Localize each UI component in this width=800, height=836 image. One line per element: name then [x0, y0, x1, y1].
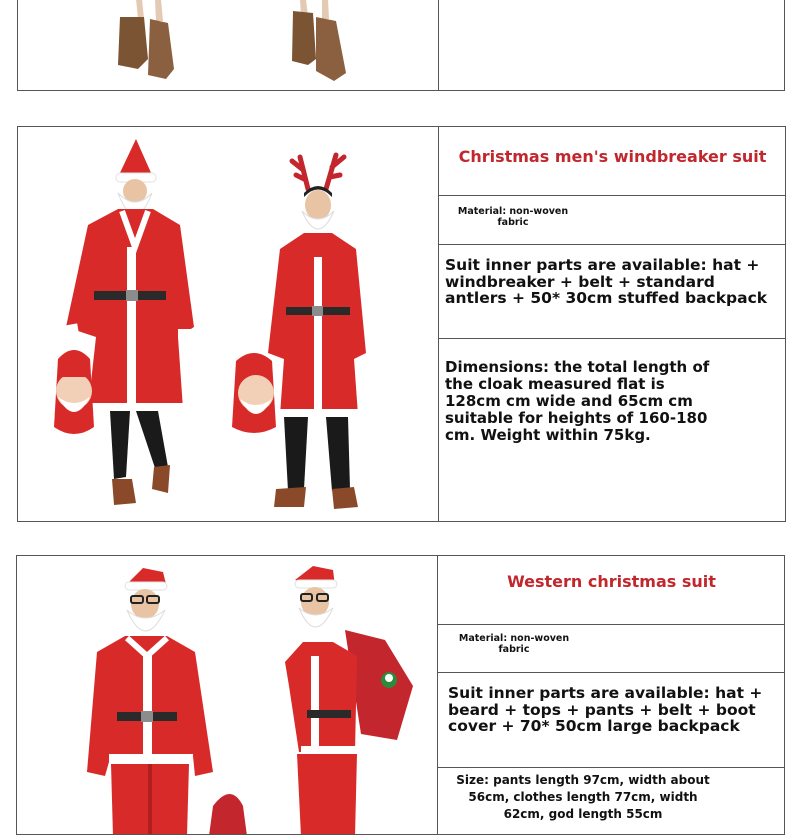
product-block-top: [17, 0, 785, 91]
suit-parts-text: Suit inner parts are available: hat + beard + tops + pants + belt + boot cover + 70* 50cm large backpack: [448, 684, 763, 735]
windbreaker-material-cell: [439, 196, 786, 244]
product-title: Western christmas suit: [507, 572, 716, 591]
windbreaker-dimensions-cell: [439, 339, 786, 521]
product-block-windbreaker: [17, 126, 786, 522]
windbreaker-title-cell: [439, 127, 786, 195]
boots-photo: [18, 0, 438, 90]
western-title-cell: [438, 556, 785, 624]
size-text: Size: pants length 97cm, width about 56cm, clothes length 77cm, width 62cm, god length 55cm: [456, 773, 710, 821]
dimensions-text: Dimensions: the total length of the cloak measured flat is 128cm cm wide and 65cm cm suitable for heights of 160-180 cm. Weight within 75kg.: [445, 358, 710, 444]
suit-parts-text: Suit inner parts are available: hat + windbreaker + belt + standard antlers + 50* 30cm stuffed backpack: [445, 256, 768, 307]
western-parts-cell: [438, 673, 785, 767]
western-size-cell: [438, 768, 785, 836]
western-suit-photo: [17, 556, 437, 834]
windbreaker-suit-photo: [18, 127, 438, 521]
product-block-western: [16, 555, 785, 835]
material-text: Material: non-woven fabric: [458, 633, 570, 655]
product-title: Christmas men's windbreaker suit: [458, 147, 767, 166]
material-text: Material: non-woven fabric: [457, 206, 569, 228]
western-material-cell: [438, 625, 785, 672]
windbreaker-parts-cell: [439, 245, 786, 338]
